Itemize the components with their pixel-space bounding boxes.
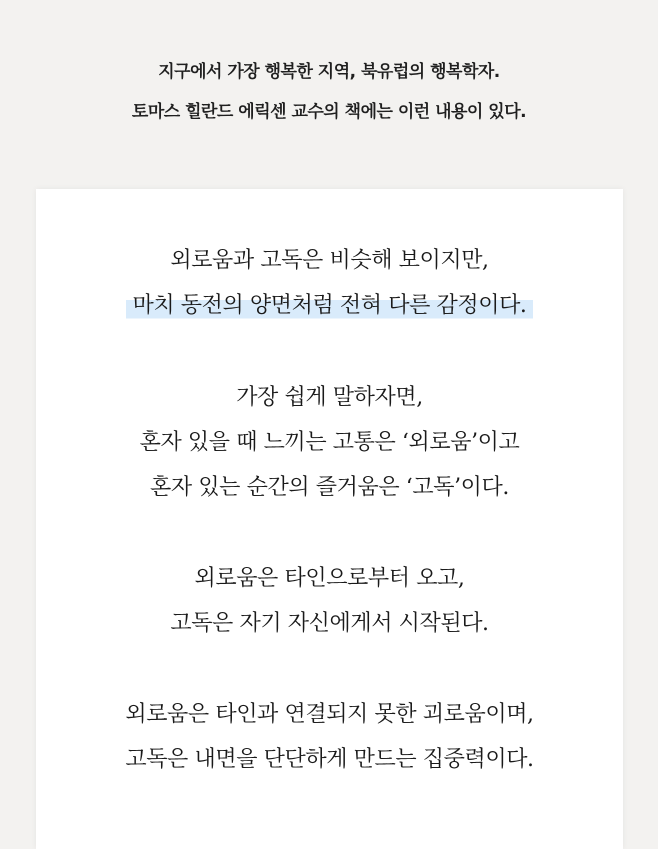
highlight-marker: 마치 동전의 양면처럼 전혀 다른 감정이다. [126, 291, 532, 321]
quote-line: 고독은 자기 자신에게서 시작된다. [170, 611, 489, 636]
quote-line: 고독은 내면을 단단하게 만드는 집중력이다. [125, 747, 534, 772]
intro-text [0, 60, 658, 124]
quote-line: 외로움은 타인과 연결되지 못한 괴로움이며, [125, 702, 534, 727]
highlighted-quote-line [36, 291, 623, 321]
quote-line: 외로움과 고독은 비슷해 보이지만, [170, 248, 489, 273]
quote-paragraph-1 [36, 246, 623, 321]
intro-line-1: 지구에서 가장 행복한 지역, 북유럽의 행복학자. [158, 62, 500, 82]
quote-line: 혼자 있을 때 느끼는 고통은 ‘외로움’이고 [139, 430, 520, 455]
quote-line: 가장 쉽게 말하자면, [236, 385, 423, 410]
quote-card [36, 189, 623, 849]
quote-line: 외로움은 타인으로부터 오고, [194, 566, 465, 591]
quote-paragraph-4 [36, 700, 623, 775]
quote-paragraph-3 [36, 564, 623, 639]
quote-line: 혼자 있는 순간의 즐거움은 ‘고독’이다. [150, 475, 509, 500]
intro-line-2: 토마스 힐란드 에릭센 교수의 책에는 이런 내용이 있다. [131, 102, 527, 122]
quote-paragraph-2 [36, 383, 623, 503]
